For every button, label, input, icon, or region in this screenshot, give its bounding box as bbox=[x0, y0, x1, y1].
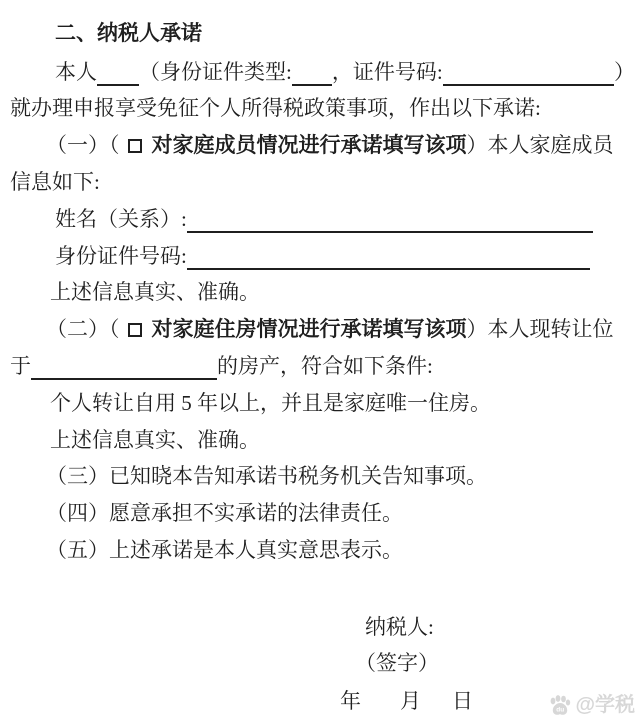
watermark bbox=[548, 694, 635, 716]
date-month-label: 月 bbox=[400, 689, 421, 713]
member-name-blank-field[interactable] bbox=[187, 209, 593, 233]
member-name-line bbox=[55, 205, 593, 233]
item1-suffix: ）本人家庭成员 bbox=[466, 133, 614, 157]
intro-text-4: ） bbox=[614, 60, 635, 84]
family-housing-checkbox[interactable] bbox=[128, 323, 142, 337]
item1-bold-text: 对家庭成员情况进行承诺填写该项 bbox=[151, 134, 467, 157]
taxpayer-label: 纳税人: bbox=[365, 615, 434, 639]
paw-logo-text: du bbox=[556, 706, 565, 714]
item1-prefix: （一）（ bbox=[46, 133, 120, 157]
date-line bbox=[340, 688, 473, 716]
item2-condition-line: 个人转让自用 5 年以上，并且是家庭唯一住房。 bbox=[50, 391, 491, 415]
item2-line bbox=[46, 316, 614, 344]
section-heading: 二、纳税人承诺 bbox=[55, 22, 202, 45]
item2-bold-text: 对家庭住房情况进行承诺填写该项 bbox=[151, 318, 467, 341]
property-location-blank-field[interactable] bbox=[31, 356, 217, 380]
person-name-blank-field[interactable] bbox=[97, 62, 139, 86]
signature-hint: （签字） bbox=[355, 651, 439, 675]
intro-text-2: （身份证件类型: bbox=[139, 60, 292, 84]
family-members-checkbox[interactable] bbox=[128, 139, 142, 153]
watermark-handle: @学税 bbox=[575, 694, 635, 716]
item2-confirm-line: 上述信息真实、准确。 bbox=[50, 428, 260, 452]
property-line bbox=[10, 353, 433, 381]
intro-line-2: 就办理申报享受免征个人所得税政策事项，作出以下承诺: bbox=[10, 96, 541, 120]
intro-text-3: ，证件号码: bbox=[331, 60, 443, 84]
item1-confirm-line: 上述信息真实、准确。 bbox=[50, 280, 260, 304]
date-day-label: 日 bbox=[452, 689, 473, 713]
date-year-label: 年 bbox=[340, 689, 361, 713]
member-id-blank-field[interactable] bbox=[187, 246, 590, 270]
property-text-2: 的房产，符合如下条件: bbox=[217, 354, 433, 378]
id-type-blank-field[interactable] bbox=[292, 62, 332, 86]
item5-line: （五）上述承诺是本人真实意思表示。 bbox=[46, 538, 403, 562]
baidu-paw-icon bbox=[548, 694, 572, 716]
member-name-label: 姓名（关系）: bbox=[55, 207, 187, 231]
id-number-blank-field[interactable] bbox=[443, 62, 614, 86]
intro-line bbox=[55, 58, 635, 86]
item1-line bbox=[46, 132, 614, 160]
member-id-line bbox=[55, 242, 590, 270]
intro-text-1: 本人 bbox=[55, 60, 97, 84]
member-id-label: 身份证件号码: bbox=[55, 244, 187, 268]
item1-line-2: 信息如下: bbox=[10, 170, 100, 194]
item2-prefix: （二）（ bbox=[46, 317, 120, 341]
item4-line: （四）愿意承担不实承诺的法律责任。 bbox=[46, 501, 403, 525]
item2-suffix: ）本人现转让位 bbox=[466, 317, 614, 341]
item3-line: （三）已知晓本告知承诺书税务机关告知事项。 bbox=[46, 464, 487, 488]
property-text-1: 于 bbox=[10, 354, 31, 378]
